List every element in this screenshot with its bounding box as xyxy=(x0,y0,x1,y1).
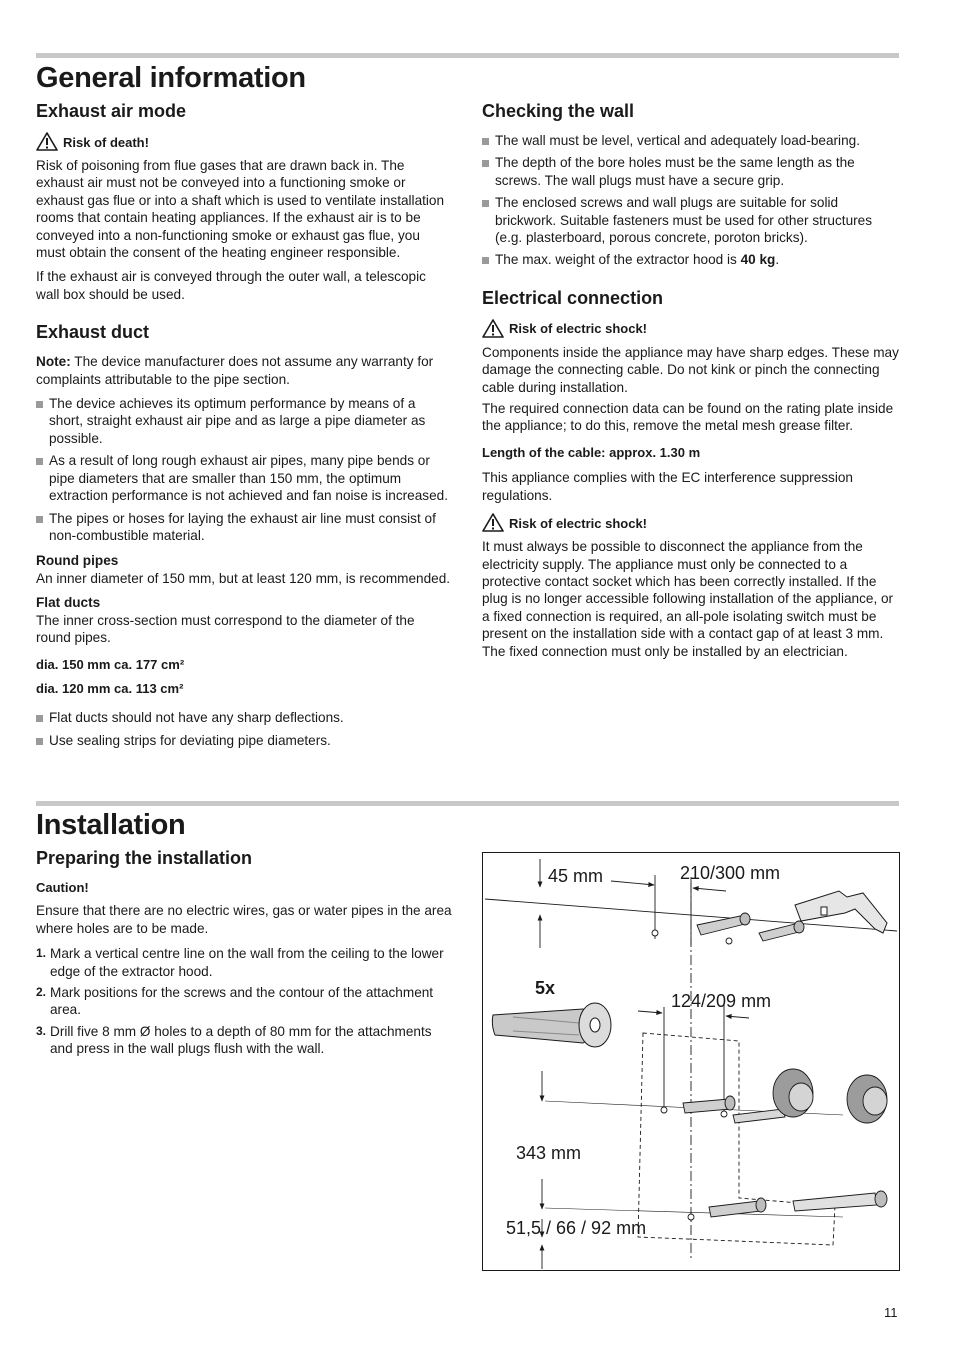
installation-drawing xyxy=(483,853,899,1270)
wall-plug-5x-icon xyxy=(492,1003,611,1047)
step-text: Drill five 8 mm Ø holes to a depth of 80 mm for the attachments and press in the wall plugs flush with the wall. xyxy=(50,1023,432,1057)
note-label: Note: xyxy=(36,354,71,370)
warning-electric-shock-2 xyxy=(482,513,899,532)
warning-triangle-icon xyxy=(36,132,58,151)
checking-wall-bullet-list xyxy=(482,132,899,269)
round-pipes-text: An inner diameter of 150 mm, but at least 120 mm, is recommended. xyxy=(36,570,451,586)
label-124-209mm: 124/209 mm xyxy=(671,991,772,1011)
installation-left-column xyxy=(36,847,454,1062)
heading-preparing-installation: Preparing the installation xyxy=(36,848,253,868)
list-item: The enclosed screws and wall plugs are suitable for solid brickwork. Suitable fasteners must be used for other structures (e.g. plasterboard, porous concrete, poroton bricks). xyxy=(482,194,899,246)
warning-label: Risk of electric shock! xyxy=(509,515,647,531)
warning-triangle-icon xyxy=(482,319,504,338)
paragraph-outer-wall: If the exhaust air is conveyed through the outer wall, a telescopic wall box should be used. xyxy=(36,269,426,302)
warning-label: Risk of death! xyxy=(63,134,149,150)
paragraph-poisoning: Risk of poisoning from flue gases that are drawn back in. The exhaust air must not be conveyed into a functioning smoke or exhaust gas flue or into a shaft which is used to ventilate installation rooms that contain heating appliances. If the exhaust air is to be conveyed into a non-functioning smoke or exhaust gas flue, you must obtain the consent of the heating engineer responsible. xyxy=(36,158,445,261)
label-45mm: 45 mm xyxy=(548,866,604,886)
cable-length: Length of the cable: approx. 1.30 m xyxy=(482,444,701,460)
flat-ducts-text: The inner cross-section must correspond to the diameter of the round pipes. xyxy=(36,612,415,645)
paragraph-rating-plate: The required connection data can be found on the rating plate inside the appliance; to do this, remove the metal mesh grease filter. xyxy=(482,401,894,434)
step-text: Mark a vertical centre line on the wall from the ceiling to the lower edge of the extractor hood. xyxy=(50,946,444,979)
warning-label: Risk of electric shock! xyxy=(509,321,647,337)
flat-ducts-title: Flat ducts xyxy=(36,595,101,611)
caution-text: Ensure that there are no electric wires, gas or water pipes in the area where holes are to be made. xyxy=(36,903,452,936)
heading-electrical-connection: Electrical connection xyxy=(482,287,664,308)
section-rule-installation xyxy=(36,801,899,806)
page-title-general: General information xyxy=(36,62,306,94)
general-left-column xyxy=(36,100,452,757)
installation-steps xyxy=(36,945,454,1057)
list-item: The depth of the bore holes must be the same length as the screws. The wall plugs must have a secure grip. xyxy=(482,154,899,189)
dia-150-line: dia. 150 mm ca. 177 cm² xyxy=(36,657,185,673)
step-text: Mark positions for the screws and the contour of the attachment area. xyxy=(50,985,434,1018)
warning-electric-shock-1 xyxy=(482,319,899,338)
note-warranty xyxy=(36,353,452,388)
step-number: 3. xyxy=(36,1023,47,1038)
caution-label: Caution! xyxy=(36,880,89,895)
flat-ducts-bullet-list xyxy=(36,709,452,749)
section-rule-general xyxy=(36,53,899,58)
step-number: 2. xyxy=(36,985,47,1000)
note-text: The device manufacturer does not assume any warranty for complaints attributable to the pipe section. xyxy=(36,354,434,387)
step-number: 1. xyxy=(36,946,47,961)
list-item: The pipes or hoses for laying the exhaust air line must consist of non-combustible material. xyxy=(36,510,452,545)
paragraph-ec-interference: This appliance complies with the EC interference suppression regulations. xyxy=(482,470,853,503)
heading-exhaust-duct: Exhaust duct xyxy=(36,322,150,343)
page-title-installation: Installation xyxy=(36,809,186,841)
list-item: The device achieves its optimum performance by means of a short, straight exhaust air pipe and as large a pipe diameter as possible. xyxy=(36,395,452,447)
list-item xyxy=(36,1023,454,1058)
heading-exhaust-air-mode: Exhaust air mode xyxy=(36,101,187,121)
warning-triangle-icon xyxy=(482,513,504,532)
bottom-plug-screw-icon xyxy=(688,1191,887,1220)
paragraph-sharp-edges: Components inside the appliance may have sharp edges. These may damage the connecting cable. Do not kink or pinch the connecting cable during installation. xyxy=(482,344,899,395)
weight-prefix: The max. weight of the extractor hood is xyxy=(495,252,741,268)
round-pipes-title: Round pipes xyxy=(36,553,119,569)
label-5x: 5x xyxy=(535,978,556,998)
list-item xyxy=(36,945,454,980)
list-item: As a result of long rough exhaust air pipes, many pipe bends or pipe diameters that are smaller than 150 mm, the optimum extraction performance is not achieved and fan noise is increased. xyxy=(36,452,452,504)
dia-120-line: dia. 120 mm ca. 113 cm² xyxy=(36,680,184,696)
page-number: 11 xyxy=(884,1305,898,1320)
list-item: Use sealing strips for deviating pipe diameters. xyxy=(36,732,452,749)
heading-checking-wall: Checking the wall xyxy=(482,101,635,121)
label-210-300mm: 210/300 mm xyxy=(680,863,781,883)
list-item: The wall must be level, vertical and adequately load-bearing. xyxy=(482,132,899,149)
label-343mm: 343 mm xyxy=(516,1143,582,1163)
installation-figure xyxy=(482,852,900,1271)
weight-value: 40 kg xyxy=(740,252,776,268)
exhaust-duct-bullet-list xyxy=(36,395,452,544)
general-right-column xyxy=(482,100,899,667)
label-51-66-92mm: 51,5 / 66 / 92 mm xyxy=(506,1218,647,1238)
list-item-weight xyxy=(482,251,899,268)
list-item: Flat ducts should not have any sharp deflections. xyxy=(36,709,452,726)
middle-plugs-icon xyxy=(661,1069,887,1123)
weight-suffix: . xyxy=(775,252,780,268)
warning-risk-of-death xyxy=(36,132,452,151)
list-item xyxy=(36,984,454,1019)
paragraph-disconnect: It must always be possible to disconnect the appliance from the electricity supply. The appliance must only be connected to a protective contact socket which has been correctly installed. If the plug is no longer accessible following installation of the appliance, or a fixed connection is required, an all-pole isolating switch must be present on the installation side with a contact gap of at least 3 mm. The fixed connection must only be installed by an electrician. xyxy=(482,539,894,659)
